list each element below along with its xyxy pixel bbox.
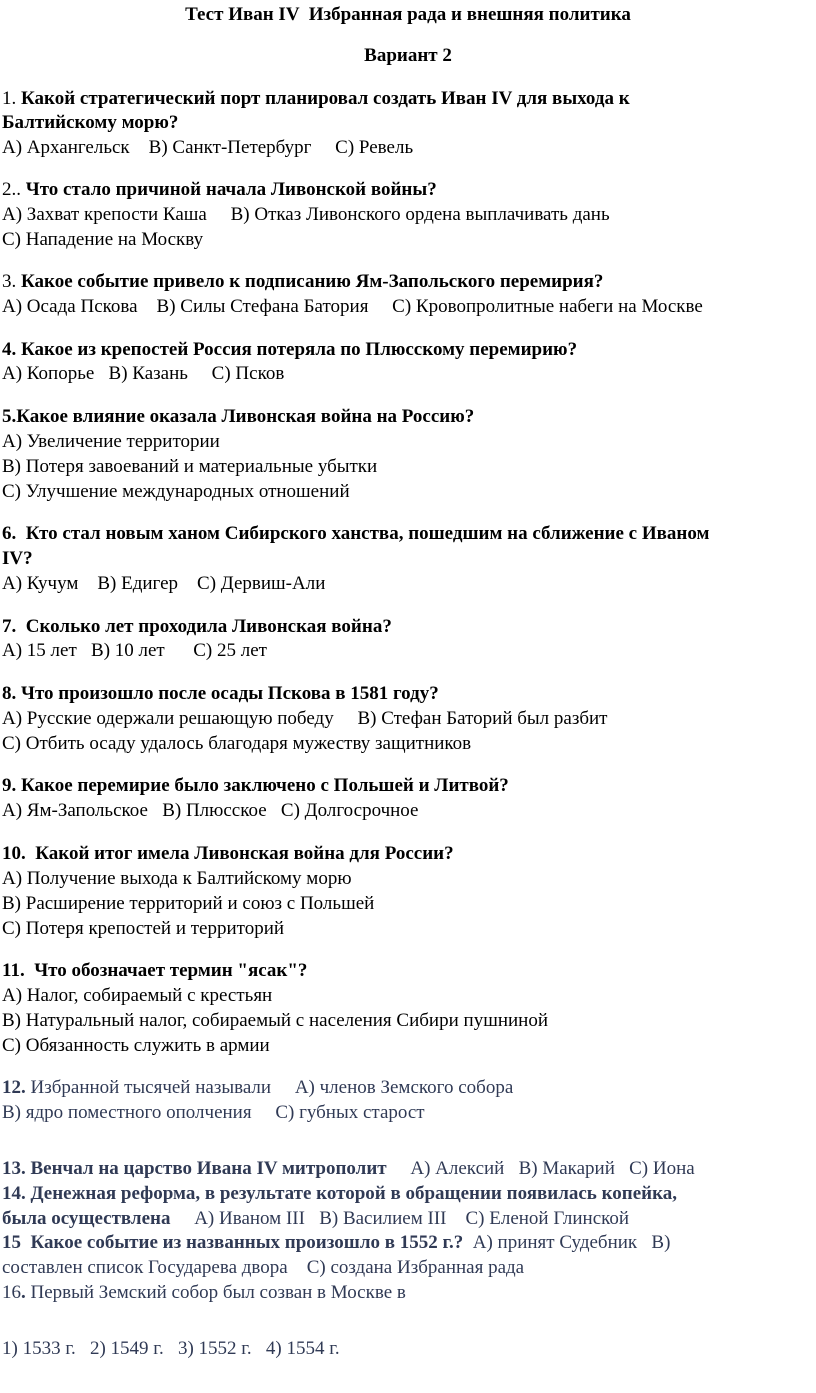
question-9-text: 9. Какое перемирие было заключено с Польшей и Литвой?: [2, 775, 509, 796]
question-8-options-cont: С) Отбить осаду удалось благодаря мужеству защитников: [2, 733, 472, 754]
question-16-number-dot: .: [21, 1282, 31, 1303]
question-6-options: А) Кучум В) Едигер С) Дервиш-Али: [2, 573, 326, 594]
question-11-text: 11. Что обозначает термин "ясак"?: [2, 960, 308, 981]
question-2-text: Что стало причиной начала Ливонской войны?: [25, 179, 437, 200]
question-3-options: А) Осада Пскова В) Силы Стефана Батория С) Кровопролитные набеги на Москве: [2, 296, 703, 317]
question-14: [2, 1207, 629, 1231]
question-16-options: 1) 1533 г. 2) 1549 г. 3) 1552 г. 4) 1554 г.: [2, 1338, 340, 1359]
question-1: [2, 87, 630, 111]
test-title: Тест Иван IV Избранная рада и внешняя политика: [185, 4, 631, 25]
question-11-option-c: С) Обязанность служить в армии: [2, 1035, 270, 1056]
question-15-text: 15 Какое событие из названных произошло в 1552 г.?: [2, 1232, 464, 1253]
question-8-text: 8. Что произошло после осады Пскова в 1581 году?: [2, 683, 439, 704]
question-4-options: А) Копорье В) Казань С) Псков: [2, 363, 285, 384]
question-2-options: А) Захват крепости Каша В) Отказ Ливонского ордена выплачивать дань: [2, 204, 610, 225]
question-3: [2, 270, 603, 294]
question-16-text: Первый Земский собор был созван в Москве в: [30, 1282, 406, 1303]
question-1-text: Какой стратегический порт планировал создать Иван IV для выхода к: [21, 88, 630, 109]
question-5-option-a: А) Увеличение территории: [2, 431, 220, 452]
question-12-text: Избранной тысячей называли А) членов Земского собора: [25, 1077, 514, 1098]
question-2: [2, 178, 437, 202]
question-3-number: 3.: [2, 271, 21, 292]
question-16: [2, 1281, 406, 1305]
question-13-text: 13. Венчал на царство Ивана IV митрополит: [2, 1158, 387, 1179]
question-13-options: А) Алексий В) Макарий С) Иона: [386, 1158, 695, 1179]
question-1-options: А) Архангельск В) Санкт-Петербург С) Ревель: [2, 137, 414, 158]
question-3-text: Какое событие привело к подписанию Ям-Запольского перемирия?: [21, 271, 604, 292]
question-12: [2, 1076, 513, 1100]
question-7-options: А) 15 лет В) 10 лет С) 25 лет: [2, 640, 267, 661]
question-10-option-a: А) Получение выхода к Балтийскому морю: [2, 868, 352, 889]
variant-label: Вариант 2: [364, 45, 452, 66]
question-10-option-b: В) Расширение территорий и союз с Польшей: [2, 893, 375, 914]
question-2-number: 2..: [2, 179, 26, 200]
question-15-options-cont: составлен список Государева двора С) создана Избранная рада: [2, 1257, 525, 1278]
question-14-options: А) Иваном III В) Василием III С) Еленой Глинской: [170, 1208, 630, 1229]
question-16-number: 16: [2, 1282, 21, 1303]
question-11-option-a: А) Налог, собираемый с крестьян: [2, 985, 273, 1006]
question-1-number: 1.: [2, 88, 21, 109]
question-11-option-b: В) Натуральный налог, собираемый с населения Сибири пушниной: [2, 1010, 548, 1031]
question-5-option-c: С) Улучшение международных отношений: [2, 481, 350, 502]
question-10-text: 10. Какой итог имела Ливонская война для России?: [2, 843, 454, 864]
question-10-option-c: С) Потеря крепостей и территорий: [2, 918, 285, 939]
question-5-text: 5.Какое влияние оказала Ливонская война на Россию?: [2, 406, 475, 427]
question-8-options: А) Русские одержали решающую победу В) Стефан Баторий был разбит: [2, 708, 608, 729]
question-12-number: 12.: [2, 1077, 26, 1098]
question-6-text-cont: IV?: [2, 548, 33, 569]
question-1-text-cont: Балтийскому морю?: [2, 112, 179, 133]
question-9-options: А) Ям-Запольское В) Плюсское С) Долгосрочное: [2, 800, 419, 821]
question-5-option-b: В) Потеря завоеваний и материальные убытки: [2, 456, 378, 477]
question-7-text: 7. Сколько лет проходила Ливонская война?: [2, 616, 392, 637]
question-15-options: А) принят Судебник В): [463, 1232, 671, 1253]
question-4-text: 4. Какое из крепостей Россия потеряла по Плюсскому перемирию?: [2, 339, 578, 360]
question-2-options-cont: С) Нападение на Москву: [2, 229, 204, 250]
question-14-text-cont: была осуществлена: [2, 1208, 171, 1229]
question-15: [2, 1231, 670, 1255]
question-12-text-cont: В) ядро поместного ополчения С) губных старост: [2, 1102, 425, 1123]
question-13: [2, 1157, 695, 1181]
question-6-text: 6. Кто стал новым ханом Сибирского ханства, пошедшим на сближение с Иваном: [2, 523, 710, 544]
question-14-text: 14. Денежная реформа, в результате которой в обращении появилась копейка,: [2, 1183, 678, 1204]
